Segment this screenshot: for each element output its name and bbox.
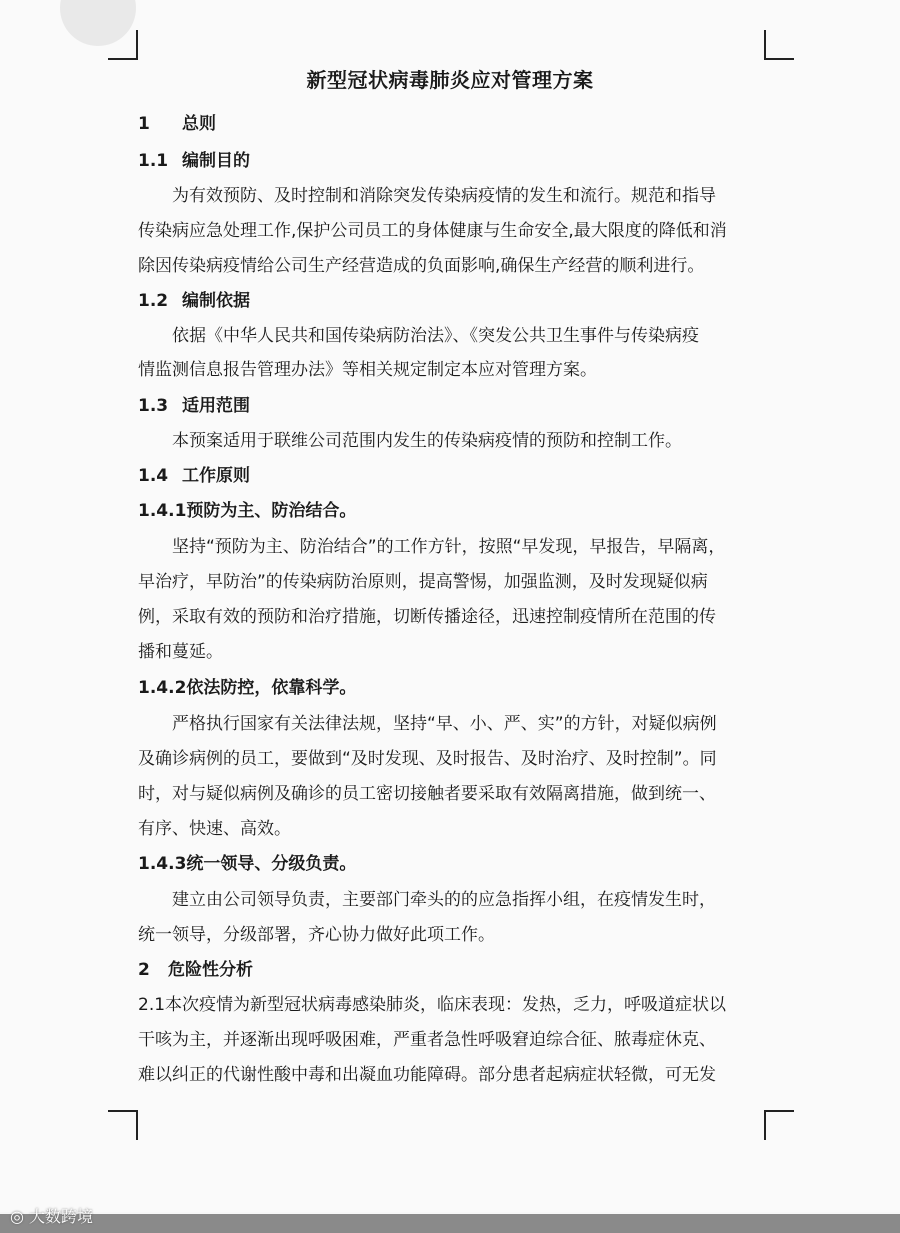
section-1-4-heading: 1.4 工作原则 [138,466,250,486]
paragraph-line: 为有效预防、及时控制和消除突发传染病疫情的发生和流行。规范和指导 [172,186,716,206]
paragraph-line: 本预案适用于联维公司范围内发生的传染病疫情的预防和控制工作。 [172,431,682,451]
paragraph-line: 情监测信息报告管理办法》等相关规定制定本应对管理方案。 [138,360,597,380]
crop-mark-top-left [108,30,138,60]
watermark: ◎ 大数跨境 [10,1207,94,1226]
section-1-1-heading: 1.1 编制目的 [138,151,250,171]
crop-mark-bottom-right [764,1110,794,1140]
crop-mark-top-right [764,30,794,60]
paragraph-line: 播和蔓延。 [138,642,223,662]
crop-mark-bottom-left [108,1110,138,1140]
section-2-heading: 2 危险性分析 [138,960,253,980]
paragraph-line: 严格执行国家有关法律法规，坚持“早、小、严、实”的方针，对疑似病例 [172,714,717,734]
section-1-3-heading: 1.3 适用范围 [138,396,250,416]
paragraph-line: 及确诊病例的员工，要做到“及时发现、及时报告、及时治疗、及时控制”。同 [138,749,717,769]
section-1-4-2-heading: 1.4.2依法防控，依靠科学。 [138,678,357,698]
paragraph-line: 统一领导，分级部署，齐心协力做好此项工作。 [138,925,495,945]
paragraph-line: 传染病应急处理工作,保护公司员工的身体健康与生命安全,最大限度的降低和消 [138,221,727,241]
paragraph-line: 2.1本次疫情为新型冠状病毒感染肺炎，临床表现：发热，乏力，呼吸道症状以 [138,995,727,1015]
paragraph-line: 坚持“预防为主、防治结合”的工作方针，按照“早发现，早报告，早隔离， [172,537,726,557]
section-1-2-heading: 1.2 编制依据 [138,291,250,311]
paragraph-line: 例，采取有效的预防和治疗措施，切断传播途径，迅速控制疫情所在范围的传 [138,607,716,627]
document-title: 新型冠状病毒肺炎应对管理方案 [306,68,594,92]
paragraph-line: 有序、快速、高效。 [138,819,291,839]
paragraph-line: 依据《中华人民共和国传染病防治法》、《突发公共卫生事件与传染病疫 [172,326,699,346]
paragraph-line: 建立由公司领导负责，主要部门牵头的的应急指挥小组，在疫情发生时， [172,890,716,910]
section-1-4-1-heading: 1.4.1预防为主、防治结合。 [138,501,357,521]
paragraph-line: 干咳为主，并逐渐出现呼吸困难，严重者急性呼吸窘迫综合征、脓毒症休克、 [138,1030,716,1050]
paragraph-line: 难以纠正的代谢性酸中毒和出凝血功能障碍。部分患者起病症状轻微，可无发 [138,1065,716,1085]
section-1-heading: 1 总则 [138,114,216,134]
watermark-logo-icon: ◎ [10,1207,30,1226]
paragraph-line: 早治疗，早防治”的传染病防治原则，提高警惕，加强监测，及时发现疑似病 [138,572,708,592]
section-1-4-3-heading: 1.4.3统一领导、分级负责。 [138,854,357,874]
bottom-bar [0,1214,900,1233]
paragraph-line: 除因传染病疫情给公司生产经营造成的负面影响,确保生产经营的顺利进行。 [138,256,705,276]
paragraph-line: 时，对与疑似病例及确诊的员工密切接触者要采取有效隔离措施，做到统一、 [138,784,716,804]
